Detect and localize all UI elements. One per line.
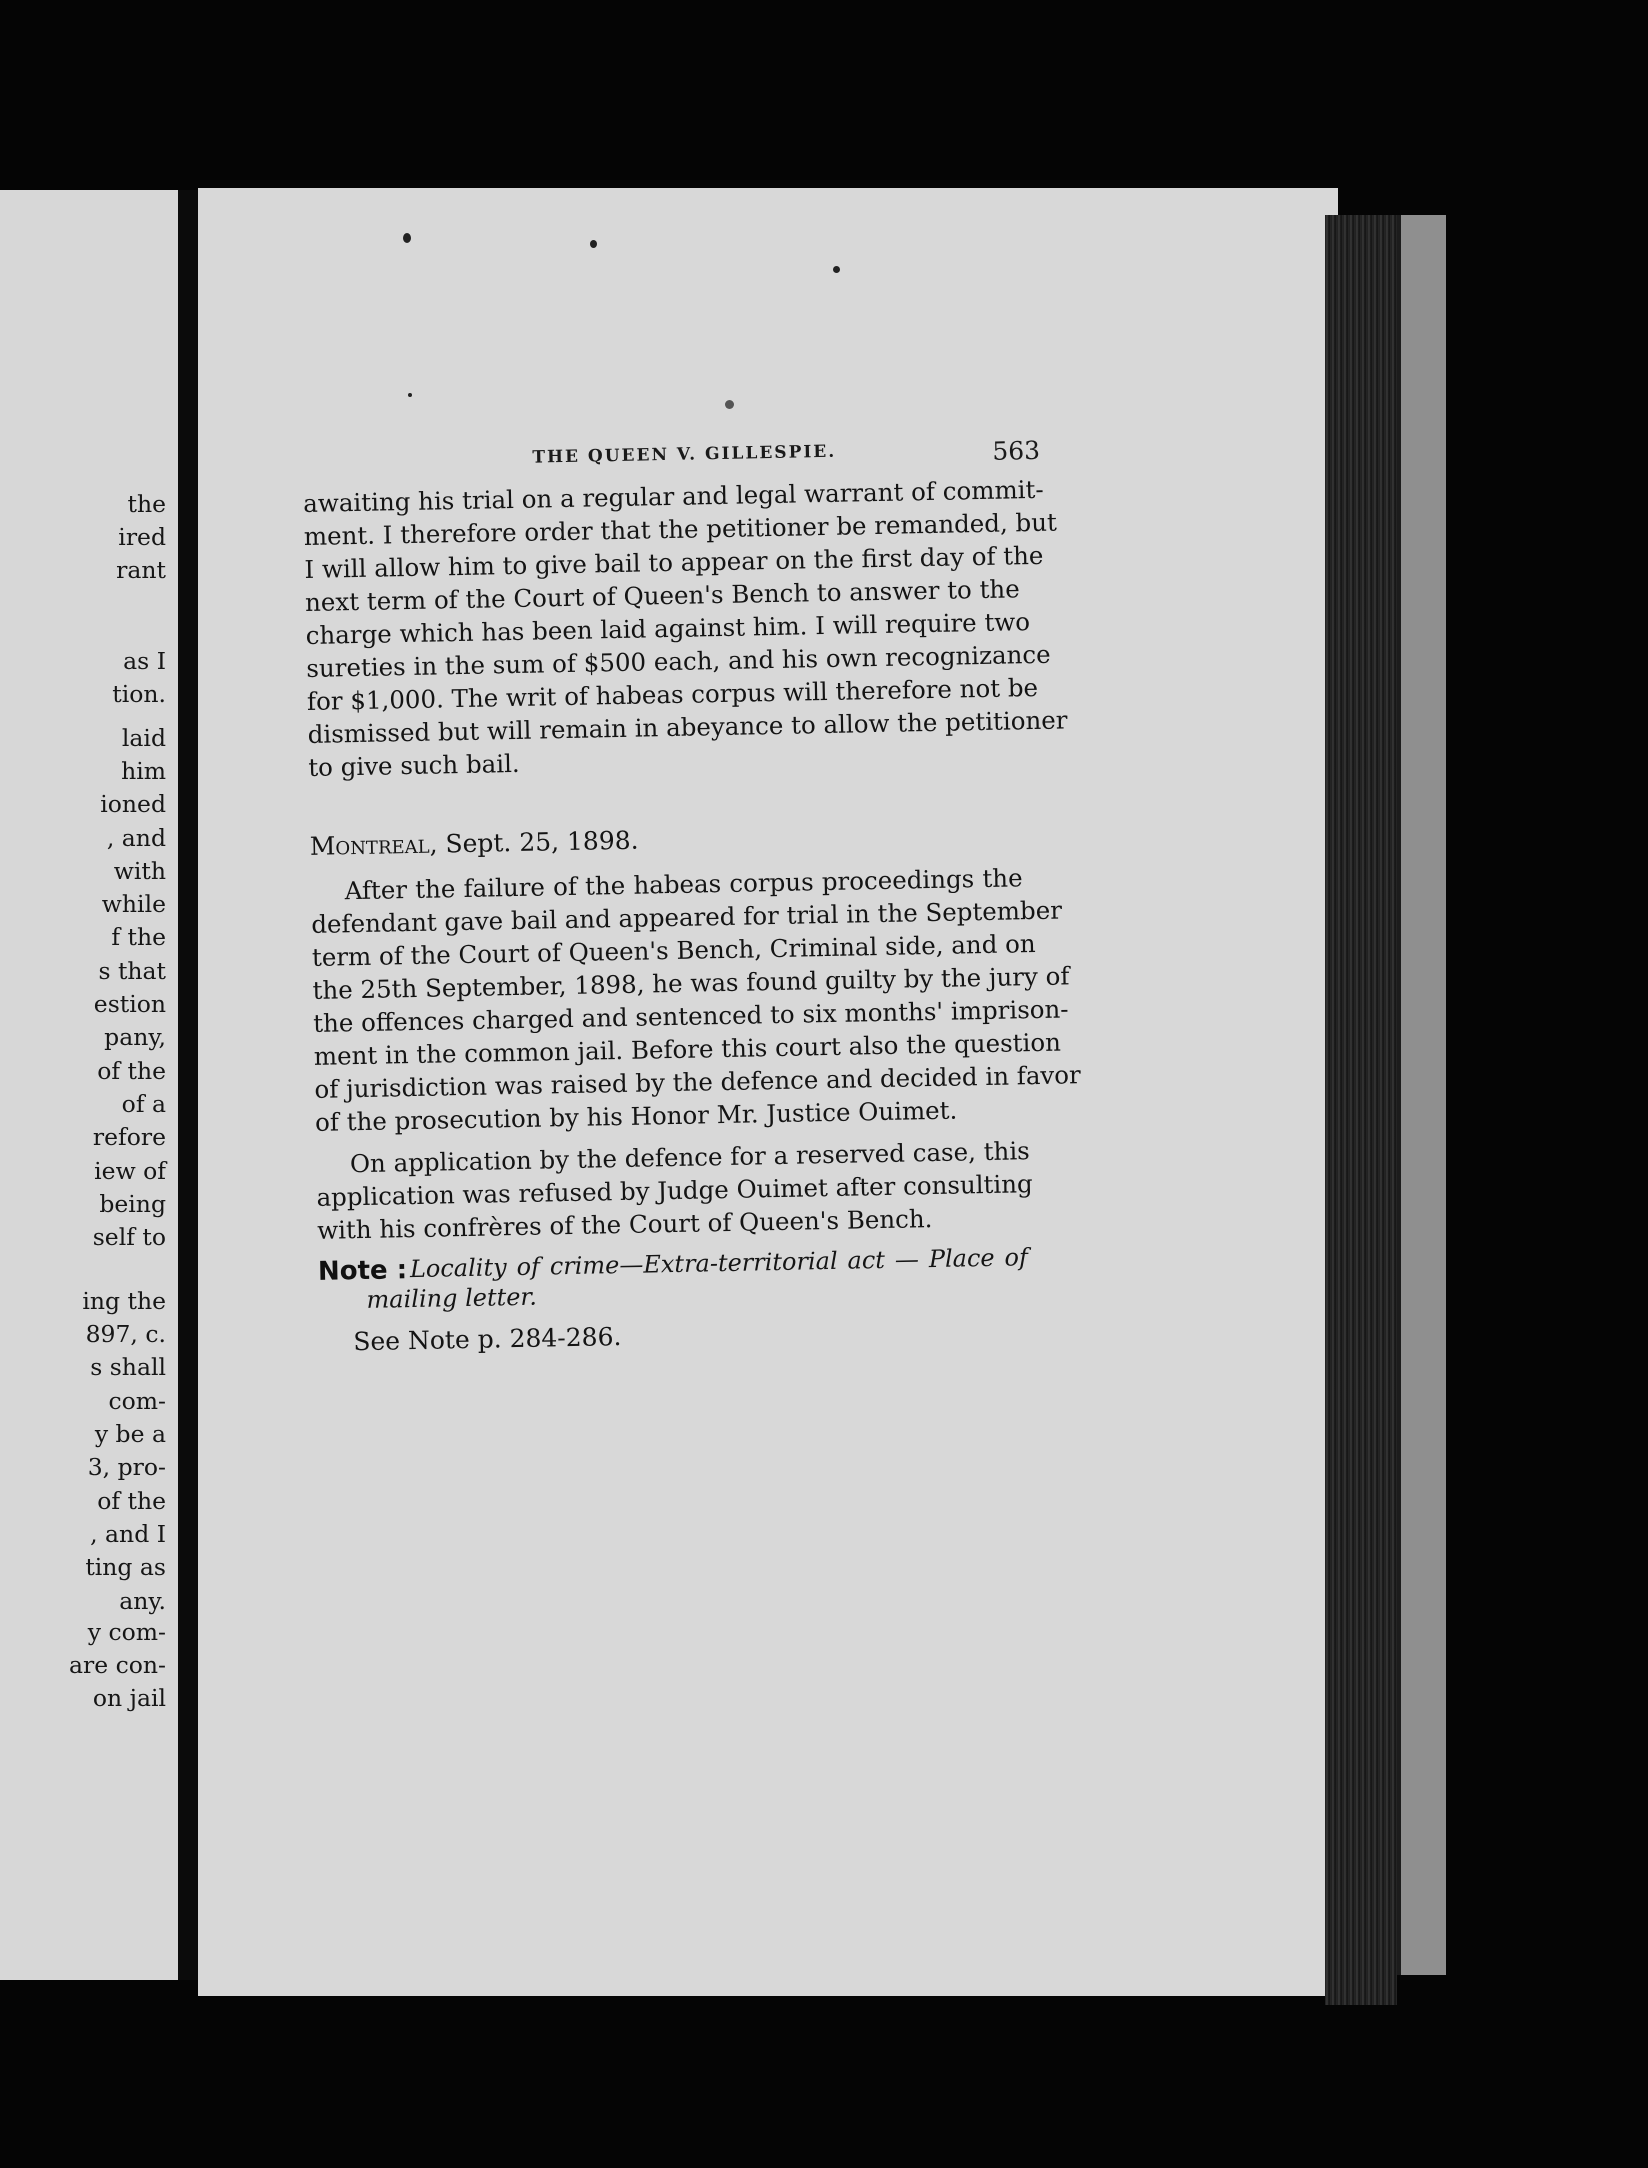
left-page-fragment: 3, pro- (87, 1453, 166, 1481)
left-page-fragment: f the (111, 923, 166, 951)
page-content (302, 426, 1081, 1400)
text-line: the 25th September, 1898, he was found guilty by the jury of (312, 961, 1070, 1005)
note-text-line: mailing letter. (366, 1282, 538, 1314)
left-page-fragment: ioned (100, 790, 166, 818)
note-label: Note : (317, 1255, 408, 1287)
left-page-fragment: laid (121, 724, 166, 752)
running-head: THE QUEEN V. GILLESPIE. (532, 441, 837, 468)
left-page-fragment: y be a (94, 1420, 166, 1448)
book-gutter (178, 190, 198, 1980)
left-page-fragment: refore (92, 1123, 166, 1151)
text-line: next term of the Court of Queen's Bench to answer to the (304, 574, 1020, 617)
left-page-fragment: of the (97, 1487, 166, 1515)
book-outer-edge (1397, 215, 1446, 1975)
text-line: After the failure of the habeas corpus proceedings the (344, 863, 1023, 906)
text-line: charge which has been laid against him. I will require two (305, 607, 1031, 650)
left-page-fragment: ing the (82, 1287, 166, 1315)
left-page-fragment: of a (121, 1090, 166, 1118)
text-line: ment. I therefore order that the petitioner be remanded, but (303, 507, 1058, 551)
text-line: On application by the defence for a reserved case, this (349, 1136, 1030, 1179)
left-page-fragment: are con- (68, 1651, 166, 1679)
left-page-fragment: self to (92, 1223, 166, 1251)
left-page-fragment: rant (116, 556, 166, 584)
page-number: 563 (992, 435, 1041, 466)
dateline (310, 826, 639, 861)
text-line: of jurisdiction was raised by the defence and decided in favor (314, 1060, 1081, 1104)
left-page-fragment: while (101, 890, 166, 918)
note-text-line: Locality of crime—Extra-territorial act — Place of (409, 1243, 1029, 1284)
text-line: application was refused by Judge Ouimet after consulting (316, 1169, 1033, 1212)
left-page-fragment: y com- (87, 1618, 166, 1646)
left-page-fragment: on jail (92, 1684, 166, 1712)
left-page (0, 190, 178, 1980)
left-page-fragment: of the (97, 1057, 166, 1085)
left-page-fragment: s shall (90, 1353, 166, 1381)
dateline-date: Sept. 25, 1898. (445, 825, 639, 859)
see-note-reference: See Note p. 284-286. (353, 1322, 622, 1357)
text-line: to give such bail. (308, 748, 520, 782)
text-line: dismissed but will remain in abeyance to allow the petitioner (307, 705, 1068, 749)
left-page-fragment: as I (123, 647, 166, 675)
text-line: defendant gave bail and appeared for trial in the September (311, 895, 1063, 939)
text-line: I will allow him to give bail to appear on the first day of the (304, 540, 1044, 584)
left-page-fragment: ired (118, 523, 166, 551)
text-line: the offences charged and sentenced to six months' imprison- (312, 994, 1069, 1038)
book-page-edges (1325, 215, 1397, 2005)
left-page-fragment: com- (108, 1387, 166, 1415)
left-page-fragment: s that (98, 957, 166, 985)
text-line: ment in the common jail. Before this court also the question (313, 1027, 1062, 1071)
left-page-fragment: the (127, 490, 166, 518)
dateline-place: Montreal, (309, 829, 438, 861)
left-page-fragment: , and (106, 824, 166, 852)
left-page-fragment: him (121, 757, 166, 785)
left-page-fragment: any. (119, 1587, 166, 1615)
left-page-fragment: tion. (112, 680, 166, 708)
text-line: of the prosecution by his Honor Mr. Justice Ouimet. (314, 1095, 958, 1137)
left-page-fragment: pany, (104, 1023, 166, 1051)
text-line: term of the Court of Queen's Bench, Criminal side, and on (311, 929, 1036, 972)
left-page-fragment: iew of (94, 1157, 166, 1185)
text-line: with his confrères of the Court of Queen's Bench. (316, 1204, 933, 1245)
left-page-fragment: 897, c. (85, 1320, 166, 1348)
left-page-fragment: estion (93, 990, 166, 1018)
left-page-fragment: with (113, 857, 166, 885)
text-line: sureties in the sum of $500 each, and his own recognizance (306, 639, 1051, 683)
left-page-fragment: , and I (90, 1520, 166, 1548)
text-line: for $1,000. The writ of habeas corpus will therefore not be (306, 672, 1039, 716)
text-line: awaiting his trial on a regular and legal warrant of commit- (302, 474, 1044, 518)
left-page-fragment: ting as (85, 1553, 166, 1581)
left-page-fragment: being (99, 1190, 166, 1218)
